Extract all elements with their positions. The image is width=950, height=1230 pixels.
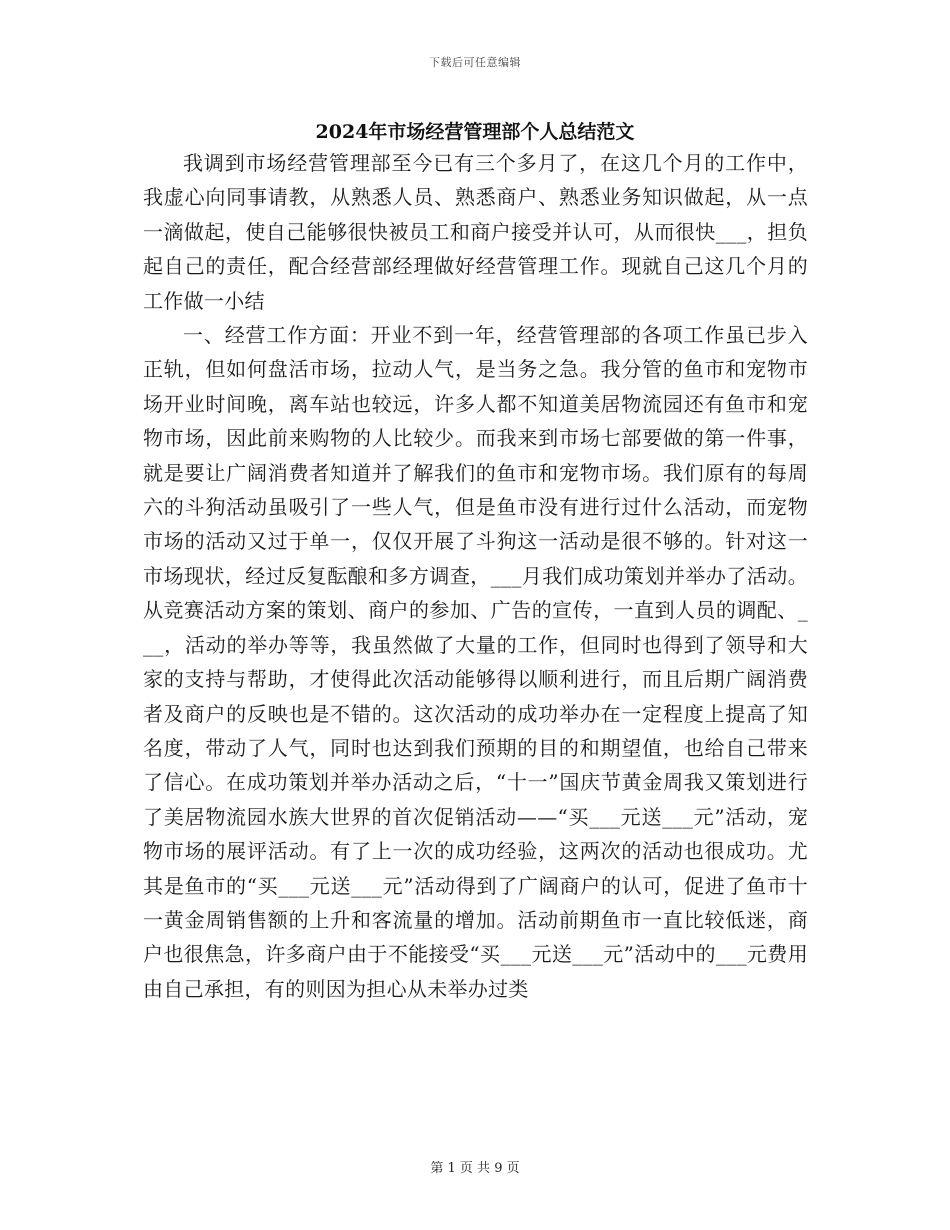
document-title: 2024年市场经营管理部个人总结范文	[315, 121, 635, 143]
document-body	[143, 146, 808, 1006]
paragraph-intro: 我调到市场经营管理部至今已有三个多月了，在这几个月的工作中，我虚心向同事请教，从熟悉人员、熟悉商户、熟悉业务知识做起，从一点一滴做起，使自己能够很快被员工和商户接受并认可，从而很快___，担负起自己的责任，配合经营部经理做好经营管理工作。现就自己这几个月的工作做一小结	[143, 151, 808, 313]
paragraph-business-work: 一、经营工作方面：开业不到一年，经营管理部的各项工作虽已步入正轨，但如何盘活市场，拉动人气，是当务之急。我分管的鱼市和宠物市场开业时间晚，离车站也较远，许多人都不知道美居物流园还有鱼市和宠物市场，因此前来购物的人比较少。而我来到市场七部要做的第一件事，就是要让广阔消费者知道并了解我们的鱼市和宠物市场。我们原有的每周六的斗狗活动虽吸引了一些人气，但是鱼市没有进行过什么活动，而宠物市场的活动又过于单一，仅仅开展了斗狗这一活动是很不够的。针对这一市场现状，经过反复酝酿和多方调查，___月我们成功策划并举办了活动。从竞赛活动方案的策划、商户的参加、广告的宣传，一直到人员的调配、___，活动的举办等等，我虽然做了大量的工作，但同时也得到了领导和大家的支持与帮助，才使得此次活动能够得以顺利进行，而且后期广阔消费者及商户的反映也是不错的。这次活动的成功举办在一定程度上提高了知名度，带动了人气，同时也达到我们预期的目的和期望值，也给自己带来了信心。在成功策划并举办活动之后，“十一”国庆节黄金周我又策划进行了美居物流园水族大世界的首次促销活动——“买___元送___元”活动，宠物市场的展评活动。有了上一次的成功经验，这两次的活动也很成功。尤其是鱼市的“买___元送___元”活动得到了广阔商户的认可，促进了鱼市十一黄金周销售额的上升和客流量的增加。活动前期鱼市一直比较低迷，商户也很焦急，许多商户由于不能接受“买___元送___元”活动中的___元费用由自己承担，有的则因为担心从未举办过类	[143, 323, 808, 1001]
page-header: 下载后可任意编辑	[429, 56, 521, 69]
page-number: 第 1 页 共 9 页	[430, 1161, 520, 1176]
